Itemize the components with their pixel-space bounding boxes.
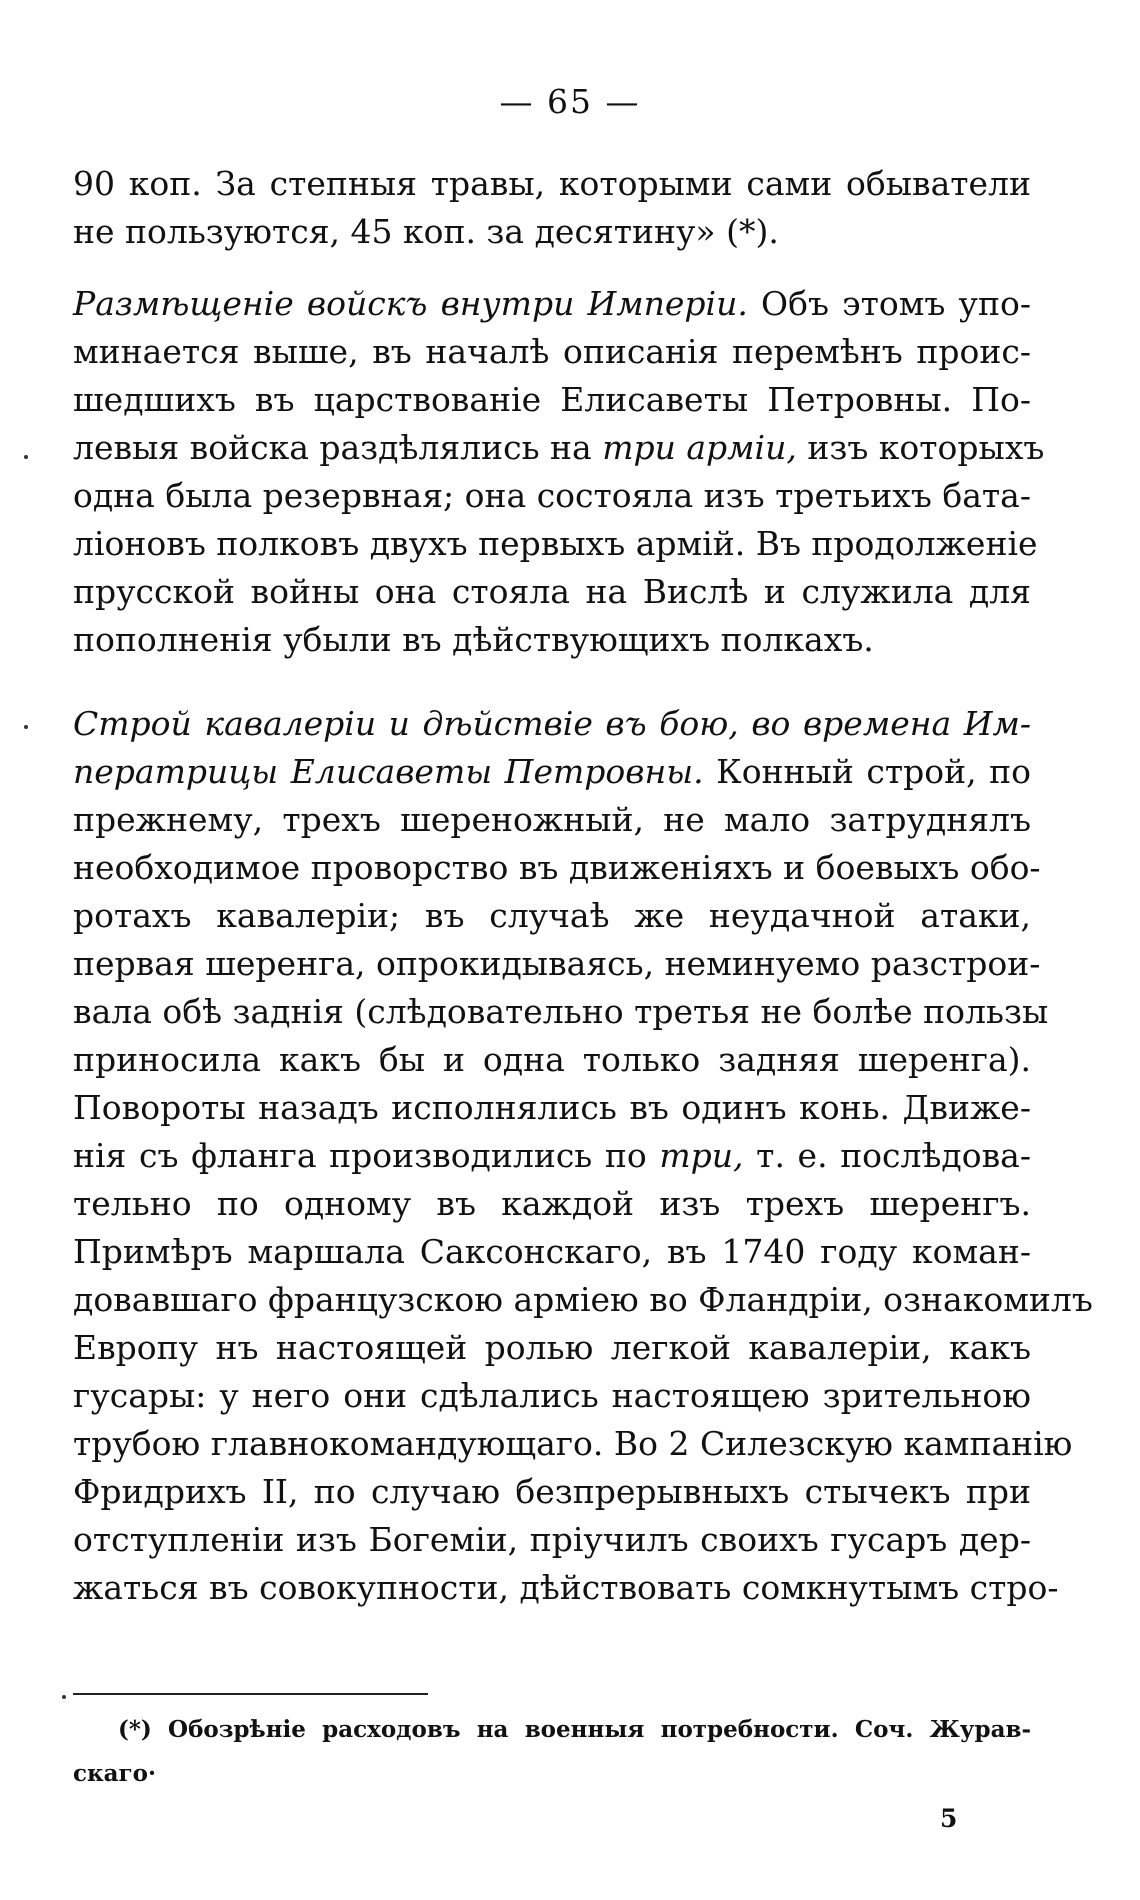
- paragraph-line: [73, 472, 1031, 520]
- text-segment: Фридрихъ II, по случаю безпрерывныхъ стычекъ при: [73, 1472, 1031, 1511]
- print-speck: [62, 1695, 66, 1699]
- paragraph-line: [73, 940, 1041, 988]
- paragraph-2: [73, 280, 1045, 664]
- text-segment: Объ этомъ упо-: [747, 284, 1031, 323]
- paragraph-line: [73, 748, 1031, 796]
- paragraph-line: [73, 1228, 1031, 1276]
- section-heading-italic: ператрицы Елисаветы Петровны.: [73, 752, 704, 791]
- paragraph-3: [73, 700, 1093, 1612]
- paragraph-line: [73, 1324, 1031, 1372]
- paragraph-line: [73, 1468, 1031, 1516]
- paragraph-line: [73, 208, 1031, 256]
- text-segment: ротахъ кавалеріи; въ случаѣ же неудачной атаки,: [73, 896, 1031, 935]
- text-segment: приносила какъ бы и одна только задняя шеренга).: [73, 1040, 1031, 1079]
- text-segment: одна была резервная; она состояла изъ третьихъ бата-: [73, 476, 1031, 515]
- text-segment: довавшаго французскою арміею во Фландріи, ознакомилъ: [73, 1280, 1093, 1319]
- footnote-line: скаго·: [73, 1760, 156, 1787]
- paragraph-line: [73, 892, 1031, 940]
- emphasis-italic: три,: [659, 1136, 744, 1175]
- text-segment: ліоновъ полковъ двухъ первыхъ армій. Въ продолженіе: [73, 524, 1038, 563]
- print-speck: [24, 455, 28, 459]
- paragraph-line: [73, 1276, 1093, 1324]
- paragraph-line: [73, 160, 1031, 208]
- text-segment: левыя войска раздѣлялись на: [73, 428, 603, 467]
- footnote-rule: [73, 1693, 428, 1695]
- print-speck: [24, 725, 28, 729]
- paragraph-line: [73, 568, 1031, 616]
- paragraph-line: [73, 1420, 1073, 1468]
- paragraph-line: [73, 700, 1031, 748]
- text-segment: Повороты назадъ исполнялись въ одинъ конь. Движе-: [73, 1088, 1031, 1127]
- section-heading-italic: Строй кавалеріи и дѣйствіе въ бою, во времена Им-: [73, 704, 1031, 743]
- text-segment: Примѣръ маршала Саксонскаго, въ 1740 году коман-: [73, 1232, 1031, 1271]
- text-segment: шедшихъ въ царствованіе Елисаветы Петровны. По-: [73, 380, 1031, 419]
- text-segment: трубою главнокомандующаго. Во 2 Силезскую кампанію: [73, 1424, 1073, 1463]
- footnote-line: (*) Обозрѣніе расходовъ на военныя потребности. Соч. Журав-: [118, 1716, 1031, 1743]
- text-segment: Конный строй, по: [703, 752, 1032, 791]
- text-segment: первая шеренга, опрокидываясь, неминуемо разстрои-: [73, 944, 1041, 983]
- paragraph-line: [73, 796, 1031, 844]
- text-segment: не пользуются, 45 коп. за десятину» (*).: [73, 212, 779, 251]
- paragraph-line: [73, 1564, 1059, 1612]
- text-segment: 90 коп. За степныя травы, которыми сами обыватели: [73, 164, 1031, 203]
- paragraph-line: [73, 1132, 1031, 1180]
- paragraph-line: [73, 1084, 1031, 1132]
- paragraph-line: [73, 424, 1045, 472]
- text-segment: вала обѣ заднія (слѣдовательно третья не болѣе пользы: [73, 992, 1049, 1031]
- text-segment: жаться въ совокупности, дѣйствовать сомкнутымъ стро-: [73, 1568, 1059, 1607]
- paragraph-line: [73, 988, 1049, 1036]
- text-segment: необходимое проворство въ движеніяхъ и боевыхъ обо-: [73, 848, 1041, 887]
- signature-mark: 5: [940, 1804, 958, 1833]
- paragraph-line: [73, 1372, 1031, 1420]
- paragraph-line: [73, 520, 1038, 568]
- paragraph-line: [73, 1036, 1031, 1084]
- paragraph-line: [73, 1516, 1031, 1564]
- paragraph-line: [73, 328, 1031, 376]
- text-segment: нія съ фланга производились по: [73, 1136, 660, 1175]
- paragraph-line: [73, 1180, 1031, 1228]
- text-segment: Европу нъ настоящей ролью легкой кавалеріи, какъ: [73, 1328, 1031, 1367]
- text-segment: т. е. послѣдова-: [743, 1136, 1031, 1175]
- footnote: [73, 1708, 1031, 1796]
- text-segment: тельно по одному въ каждой изъ трехъ шеренгъ.: [73, 1184, 1031, 1223]
- text-segment: прежнему, трехъ шереножный, не мало затруднялъ: [73, 800, 1031, 839]
- text-segment: прусской войны она стояла на Вислѣ и служила для: [73, 572, 1031, 611]
- emphasis-italic: три арміи,: [602, 428, 797, 467]
- paragraph-line: [73, 844, 1041, 892]
- paragraph-line: [73, 376, 1031, 424]
- section-heading-italic: Размѣщеніе войскъ внутри Имперіи.: [73, 284, 748, 323]
- page-number: — 65 —: [499, 82, 641, 121]
- text-segment: минается выше, въ началѣ описанія перемѣнъ проис-: [73, 332, 1031, 371]
- paragraph-line: [73, 280, 1031, 328]
- text-segment: изъ которыхъ: [796, 428, 1045, 467]
- text-segment: пополненія убыли въ дѣйствующихъ полкахъ.: [73, 620, 874, 659]
- text-segment: гусары: у него они сдѣлались настоящею зрительною: [73, 1376, 1031, 1415]
- paragraph-1: [73, 160, 1031, 256]
- paragraph-line: [73, 616, 1031, 664]
- text-segment: отступленіи изъ Богеміи, пріучилъ своихъ гусаръ дер-: [73, 1520, 1031, 1559]
